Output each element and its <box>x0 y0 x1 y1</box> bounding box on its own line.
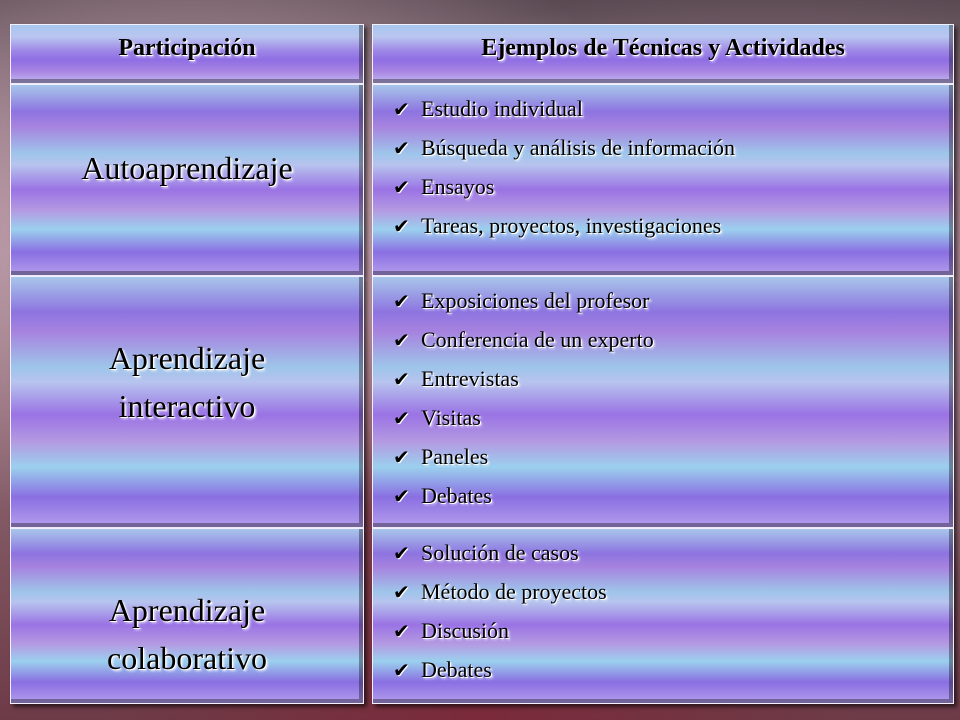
checkmark-icon: ✔ <box>393 483 410 508</box>
header-ejemplos <box>372 24 954 84</box>
list-item: ✔ Exposiciones del profesor <box>393 287 650 313</box>
list-item: ✔ Método de proyectos <box>393 578 607 604</box>
checkmark-icon: ✔ <box>393 579 410 604</box>
activities-cell-colaborativo <box>372 528 954 704</box>
checkmark-icon: ✔ <box>393 327 410 352</box>
category-label-line2: colaborativo <box>107 640 267 676</box>
activity-list <box>393 89 943 245</box>
checkmark-icon: ✔ <box>393 540 410 565</box>
checkmark-icon: ✔ <box>393 366 410 391</box>
list-item: ✔ Entrevistas <box>393 365 519 391</box>
checkmark-icon: ✔ <box>393 405 410 430</box>
checkmark-icon: ✔ <box>393 213 410 238</box>
activities-cell-autoaprendizaje <box>372 84 954 276</box>
list-item: ✔ Debates <box>393 482 492 508</box>
list-item: ✔ Conferencia de un experto <box>393 326 654 352</box>
checkmark-icon: ✔ <box>393 288 410 313</box>
category-cell-interactivo <box>10 276 364 528</box>
list-item: ✔ Paneles <box>393 443 489 469</box>
list-item: ✔ Ensayos <box>393 173 495 199</box>
checkmark-icon: ✔ <box>393 96 410 121</box>
techniques-table <box>10 24 954 704</box>
header-col2-label: Ejemplos de Técnicas y Actividades <box>481 35 845 61</box>
category-label-line2: interactivo <box>118 388 256 424</box>
list-item: ✔ Estudio individual <box>393 95 583 121</box>
list-item: ✔ Debates <box>393 656 492 682</box>
activity-list <box>393 281 943 515</box>
category-cell-autoaprendizaje <box>10 84 364 276</box>
checkmark-icon: ✔ <box>393 657 410 682</box>
list-item: ✔ Solución de casos <box>393 539 579 565</box>
checkmark-icon: ✔ <box>393 618 410 643</box>
activity-list <box>393 533 943 689</box>
category-cell-colaborativo <box>10 528 364 704</box>
header-participacion <box>10 24 364 84</box>
checkmark-icon: ✔ <box>393 444 410 469</box>
checkmark-icon: ✔ <box>393 174 410 199</box>
list-item: ✔ Tareas, proyectos, investigaciones <box>393 212 722 238</box>
category-label-line1: Aprendizaje <box>108 592 266 628</box>
category-label-line1: Aprendizaje <box>108 340 266 376</box>
list-item: ✔ Búsqueda y análisis de información <box>393 134 736 160</box>
category-label: Autoaprendizaje <box>81 150 293 186</box>
activities-cell-interactivo <box>372 276 954 528</box>
checkmark-icon: ✔ <box>393 135 410 160</box>
list-item: ✔ Discusión <box>393 617 509 643</box>
list-item: ✔ Visitas <box>393 404 481 430</box>
header-col1-label: Participación <box>118 35 256 61</box>
